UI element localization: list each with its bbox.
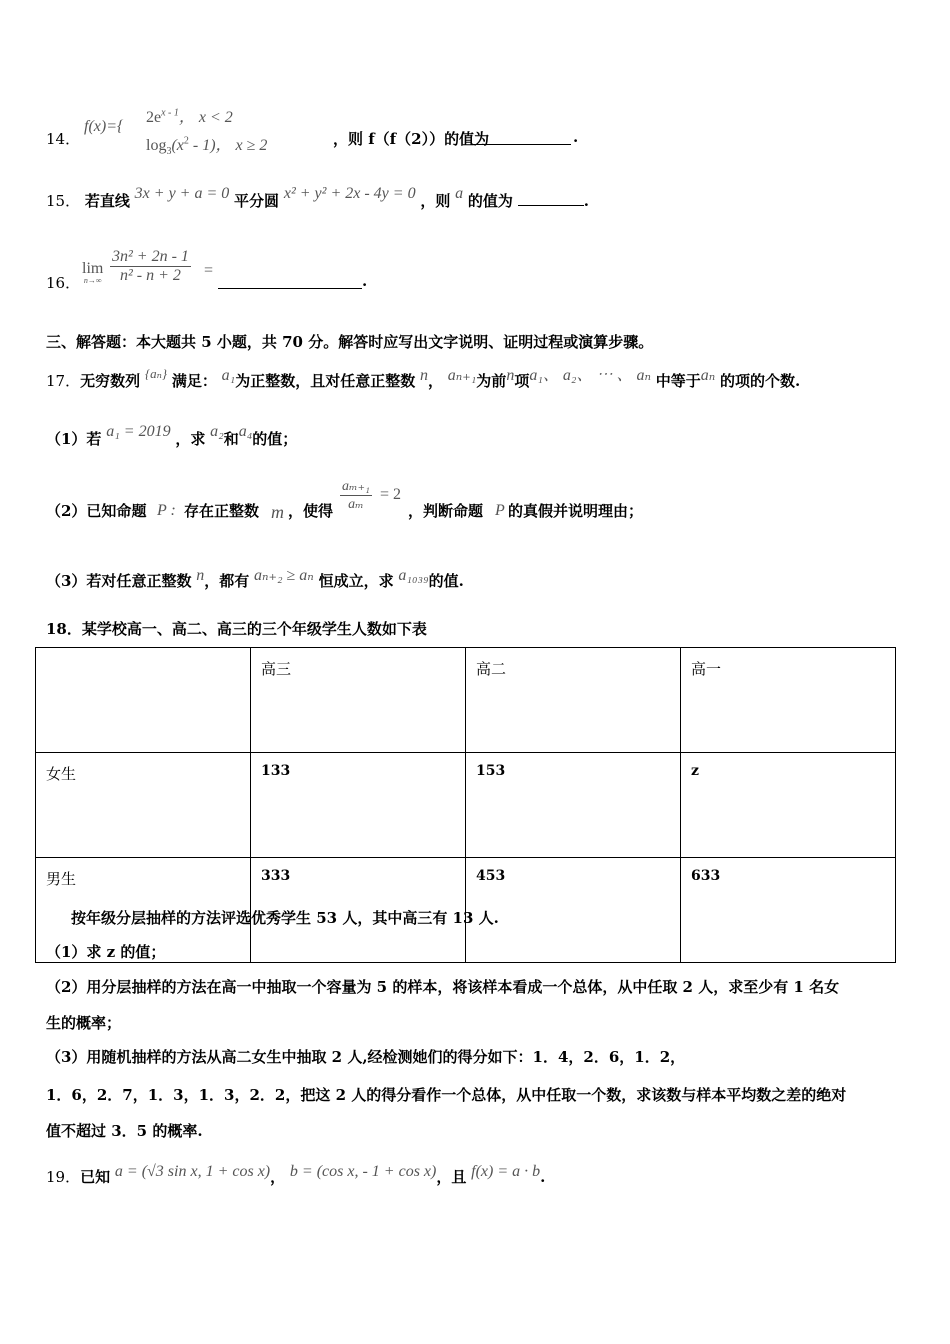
inequality: aₙ₊₂ ≥ aₙ	[254, 567, 314, 584]
answer-blank[interactable]	[518, 193, 584, 206]
question-text: 平分圆	[234, 192, 280, 210]
variable-n: n	[196, 567, 205, 584]
limit-fraction: $\frac{\text{3n² + 2n - 1}}{\text{n² - n + 2}}$	[112, 248, 189, 284]
piecewise-case-2: $\log_3(x^2 - 1)$， x ≥ 2	[146, 135, 268, 158]
period: .	[583, 192, 589, 210]
question-text: ，则	[420, 192, 451, 210]
table-cell: 333	[251, 858, 466, 963]
question-text: 的值；	[252, 430, 298, 448]
question-text: 中等于	[655, 372, 701, 390]
term-an1: aₙ₊₁	[447, 367, 477, 384]
q18-part-2-line-1: （2）用分层抽样的方法在高一中抽取一个容量为 5 的样本，将该样本看成一个总体，从中任取 2 人，求至少有 1 名女	[46, 978, 840, 996]
table-cell: 女生	[36, 753, 251, 858]
period: .	[362, 272, 368, 290]
question-text: ，求	[175, 430, 206, 448]
q18-part-3-line-2: 1．6，2．7，1．3，1．3，2．2，把这 2 人的得分看作一个总体，从中任取一个数，求该数与样本平均数之差的绝对	[46, 1086, 847, 1104]
table-cell: 153	[466, 753, 681, 858]
question-15	[46, 185, 589, 211]
question-text: 的真假并说明理由；	[508, 502, 644, 520]
limit-operator: lim n→∞	[82, 260, 104, 285]
question-text: 为正整数，且对任意正整数	[235, 372, 416, 390]
question-18-title: 18．某学校高一、高二、高三的三个年级学生人数如下表	[46, 620, 427, 638]
table-cell: 633	[681, 858, 896, 963]
table-cell: z	[681, 753, 896, 858]
question-text: 已知	[80, 1168, 111, 1186]
part-label: （1）若	[46, 430, 102, 448]
term-an: aₙ	[700, 367, 716, 384]
answer-blank[interactable]	[471, 132, 571, 145]
variable-n: n	[420, 367, 428, 384]
question-number: 17．	[46, 372, 81, 390]
q18-part-3-line-3: 值不超过 3．5 的概率.	[46, 1122, 203, 1140]
term-a4: a₄	[238, 423, 253, 440]
question-number: 16．	[46, 274, 81, 292]
table-header-row	[36, 648, 896, 753]
piecewise-case-1: $2e^{x - 1}$， x < 2	[146, 107, 233, 126]
terms-list: a₁、 a₂、 ⋯ 、 aₙ	[529, 367, 651, 384]
part-label: （2）已知命题	[46, 502, 147, 520]
proposition-p: P	[495, 502, 505, 519]
table-header-cell: 高一	[681, 648, 896, 753]
q18-part-2-line-2: 生的概率；	[46, 1014, 122, 1032]
line-equation: 3x + y + a = 0	[134, 185, 230, 202]
q18-part-3-line-1: （3）用随机抽样的方法从高二女生中抽取 2 人,经检测她们的得分如下：1．4，2．6，1．2，	[46, 1048, 686, 1066]
question-19	[46, 1163, 546, 1187]
question-text: 若直线	[84, 192, 130, 210]
piecewise-function-name: f(x)={	[84, 118, 124, 135]
term-a2: a₂	[210, 423, 224, 440]
vector-b: b = (cos x, - 1 + cos x)	[289, 1163, 437, 1180]
question-text: 为前	[476, 372, 507, 390]
question-text: 无穷数列	[80, 372, 141, 390]
term-a1: a₁	[221, 367, 236, 384]
question-text: ，则 f（f（2））的值为	[333, 130, 490, 148]
proposition-p: P :	[157, 502, 176, 519]
table-header-cell: 高二	[466, 648, 681, 753]
circle-equation: x² + y² + 2x - 4y = 0	[283, 185, 416, 202]
part-label: （3）若对任意正整数	[46, 572, 192, 590]
ratio-fraction: $\frac{\text{aₘ₊₁}}{\text{aₘ}}$	[342, 479, 370, 512]
sequence: {aₙ}	[144, 366, 168, 381]
table-header-cell: 高三	[251, 648, 466, 753]
question-text: 的值为	[467, 192, 513, 210]
table-cell: 133	[251, 753, 466, 858]
table-row	[36, 753, 896, 858]
question-number: 19．	[46, 1168, 81, 1186]
equals-two: = 2	[380, 486, 402, 503]
question-text: 恒成立，求	[318, 572, 394, 590]
question-text: 满足：	[171, 372, 217, 390]
variable-a: a	[455, 185, 464, 202]
question-number: 15．	[46, 192, 81, 210]
condition: a₁ = 2019	[106, 423, 171, 440]
term-a1039: a₁₀₃₉	[398, 567, 429, 584]
vector-a: a = (√3 sin x, 1 + cos x)	[114, 1163, 271, 1180]
question-text: 和	[223, 430, 239, 448]
question-text: 的值.	[428, 572, 464, 590]
q18-line-1: 按年级分层抽样的方法评选优秀学生 53 人，其中高三有 13 人.	[71, 909, 499, 927]
question-text: 的项的个数.	[720, 372, 801, 390]
question-text: 项	[514, 372, 530, 390]
question-number: 14．	[46, 130, 81, 148]
question-17	[46, 368, 800, 391]
section-heading: 三、解答题：本大题共 5 小题，共 70 分。解答时应写出文字说明、证明过程或演算步骤。	[46, 333, 654, 351]
question-text: ，使得	[288, 502, 334, 520]
q18-part-1: （1）求 z 的值；	[46, 943, 166, 961]
variable-m: m	[271, 502, 284, 522]
question-text: ，	[270, 1168, 286, 1186]
period: .	[573, 128, 579, 146]
equals-sign: =	[204, 262, 214, 279]
question-text: ，都有	[204, 572, 250, 590]
answer-blank[interactable]	[218, 276, 362, 289]
period: .	[540, 1168, 546, 1186]
question-text: ，且	[436, 1168, 467, 1186]
table-header-cell	[36, 648, 251, 753]
question-text: ，	[428, 372, 444, 390]
question-17-part-3	[46, 567, 464, 591]
table-cell: 453	[466, 858, 681, 963]
question-text: ，判断命题	[408, 502, 484, 520]
question-text: 存在正整数	[184, 502, 260, 520]
question-17-part-1	[46, 423, 298, 449]
variable-n: n	[506, 367, 515, 384]
table-cell: 男生	[36, 858, 251, 963]
function-definition: f(x) = a · b	[471, 1163, 541, 1180]
